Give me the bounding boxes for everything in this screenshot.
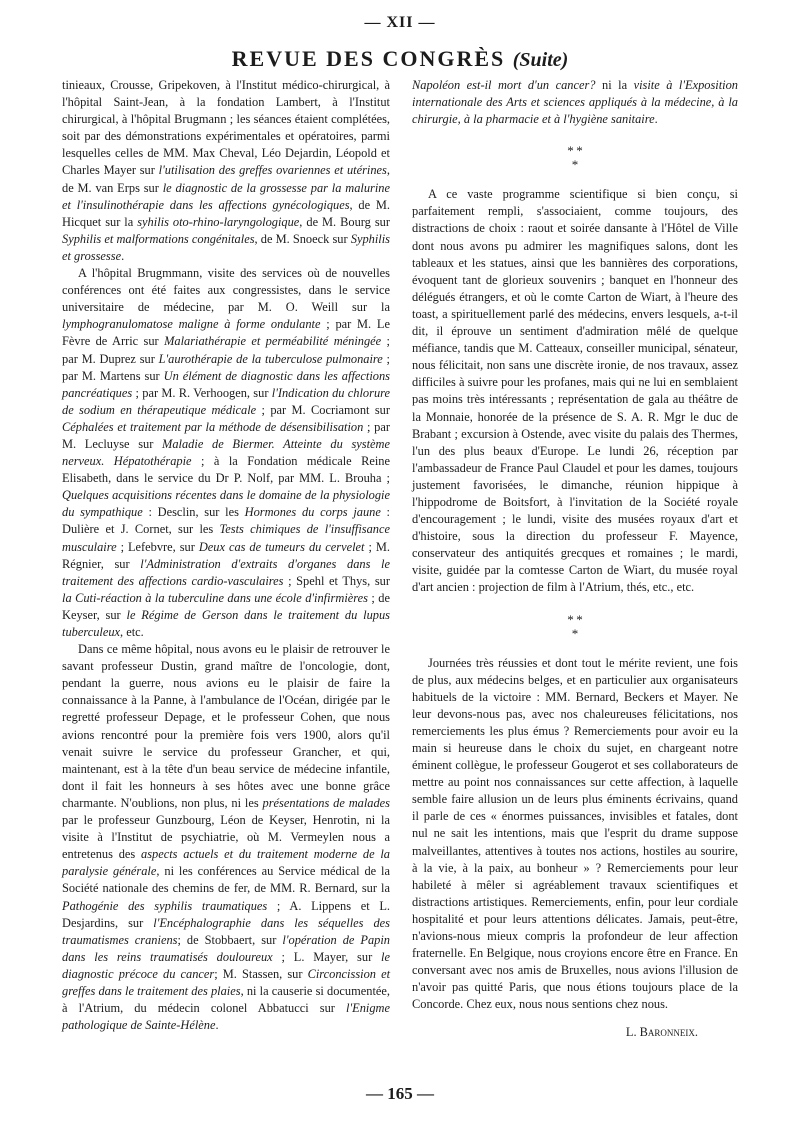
italic-title: l'Indication du chlorure de sodium en thérapeutique médicale [62, 385, 390, 417]
text-run: ; M. Stassen, sur [214, 966, 308, 981]
text-run: , etc. [120, 625, 144, 639]
italic-title: la Cuti-réaction à la tuberculine dans une école d'infirmières [62, 590, 368, 605]
text-run: ; à la Fondation médicale Reine Elisabeth, dans le service du Dr P. Nolf, par MM. L. Brouha ; [62, 454, 390, 486]
text-run: . [215, 1018, 219, 1033]
italic-title: le diagnostic précoce du cancer [62, 949, 390, 981]
italic-title: lymphogranulomatose maligne à forme ondulante [62, 317, 321, 332]
italic-title: aspects actuels et du traitement moderne de la paralysie générale [62, 847, 390, 879]
paragraph-distractions: A ce vaste programme scientifique si bien conçu, si parfaitement rempli, s'associaient, comme toujours, des distractions de choix : raout et soirée dansante à l'Hôtel de Ville dont nous avons pu admirer les magnifiques salons, dont les tableaux et les statues, ainsi que les bannières des corporations, évoquent tant de glorieux souvenirs ; banquet en l'honneur des délégués étrangers, et où le comte Carton de Wiart, à l'heure des toast, a spirituellement parlé des médecins, envers lesquels, a-t-il dit, il éprouve un sentiment d'admiration mêlé de quelque méfiance, tandis que M. Catteaux, conseiller municipal, sénateur, nous félicitait, non sans une discrète ironie, de nos travaux, assez difficiles à suivre pour les profanes, mais qui ne lui en semblaient pas moins très intéressants ; représentation de gala au théâtre de la Monnaie, honorée de la présence de S. A. R. Mgr le duc de Brabant ; excursion à Ostende, avec visite du palais des Thermes, l'un des plus beaux d'Europe. Le lundi 26, réception par l'ambassadeur de France Paul Claudel et pour les dames, toujours justement favorisées, le dimanche, réunion hippique à l'hippodrome de Boitsfort, à l'invitation de la Société royale d'encouragement ; le lundi, visite des musées royaux d'art et d'histoire, sous la direction du professeur F. Mayence, conservateur des antiquités grecques et romaines ; le mardi, visite, guidée par la comtesse Carton de Wiart, du musée royal d'art ancien : projection de film à l'Atrium, thés, etc., etc. [412, 187, 738, 595]
italic-title: Syphilis et grossesse [62, 231, 390, 263]
text-run: , ni les conférences au Service médical de la Société nationale des chemins de fer, de MM. R. Bernard, sur la [62, 864, 390, 896]
text-run: ; par M. R. Verhoogen, sur [132, 385, 272, 400]
text-run: . [121, 248, 125, 263]
title-suite: (Suite) [512, 49, 569, 71]
paragraph-thanks: Journées très réussies et dont tout le mérite revient, une fois de plus, aux médecins belges, et en particulier aux organisateurs habituels de la victoire : MM. Bernard, Beckers et Mayer. Ne leur devons-nous pas, avec nos chaleureuses félicitations, nos remerciements les plus émus ? Remerciements pour avoir eu la main si heureuse dans le choix du sujet, en chargeant notre éminent collègue, le professeur Gougerot et ses collaborateurs de mettre au point nos connaissances sur cette affection, à laquelle semble faire allusion un de leurs plus éminents écrivains, quand il parle de ces « énormes puissances, invisibles et fatales, dont nul ne sait les intentions, mais que l'esprit du drame suppose malveillantes, attentives à toutes nos actions, hostiles au sourire, à la vie, à la paix, au bonheur » ? Remerciements pour leur habileté à mêler si agréablement travaux scientifiques et distractions artistiques. Remerciements, enfin, pour leur cordiale hospitalité et pour leurs attentions délicates. Jamais, peut-être, n'avions-nous mieux compris la profondeur de leur affection fraternelle. En Belgique, nous croyions encore être en France. En conversant avec nos amis de Bruxelles, nous avions l'illusion de n'avoir pas quitté Paris, que nous étions toujours place de la Concorde. Chez eux, nous nous sentions chez nous. [412, 655, 738, 1012]
italic-title: Circoncission et greffes dans le traitement des plaies [62, 966, 391, 998]
paragraph-dustin [62, 641, 390, 1034]
text-run: ; par M. Le Fèvre de Arric sur [62, 317, 390, 349]
text-run: ; M. Régnier, sur [62, 539, 390, 571]
text-run: : Dulière et J. Cornet, sur les [62, 505, 390, 537]
text-run: . [654, 112, 658, 127]
roman-page-number: — XII — [364, 14, 436, 31]
page-title [0, 46, 800, 72]
italic-title: syhilis oto-rhino-laryngologique [137, 214, 300, 229]
text-run: : Desclin, sur les [142, 505, 245, 520]
italic-title: Deux cas de tumeurs du cervelet [198, 539, 365, 554]
italic-title: Pathogénie des syphilis traumatiques [62, 898, 268, 913]
text-run: ; par M. Lecluyse sur [62, 419, 390, 451]
text-run: ; de Keyser, sur [62, 590, 390, 622]
text-run: , ni la causerie si documentée, à l'Atrium, du médecin colonel Abbatucci sur [62, 983, 390, 1016]
italic-title: Napoléon est-il mort d'un cancer? [412, 78, 596, 92]
asterism-divider: * * * [567, 143, 583, 173]
italic-title: Un élément de diagnostic dans les affections pancréatiques [62, 368, 390, 400]
italic-title: présentations de malades [262, 795, 391, 810]
text-run: , de M. Snoeck sur [254, 231, 351, 246]
text-run: , de M. Bourg sur [299, 214, 390, 229]
paragraph-demonstrations [62, 77, 390, 265]
italic-title: l'Enigme pathologique de Sainte-Hélène [62, 1001, 390, 1033]
page-number: — 165 — [366, 1084, 434, 1103]
text-run: , de M. Hicquet sur la [62, 197, 390, 229]
text-run: ; L. Mayer, sur [272, 949, 382, 964]
text-run: ; par M. Martens sur [62, 351, 390, 383]
author-signature: L. Baronneix. [625, 1024, 698, 1039]
text-run: ni la [595, 78, 634, 92]
text-run: ; par M. Duprez sur [62, 334, 390, 366]
italic-title: le diagnostic de la grossesse par la malurine et l'insulinothérapie dans les affections gynécologiques [62, 180, 390, 212]
text-run: par le professeur Gunzbourg, Léon de Keyser, Henrotin, ni la visite à l'Institut de psychiatrie, où M. Vermeylen nous a entretenus des [62, 813, 390, 862]
italic-title: Quelques acquisitions récentes dans le domaine de la physiologie du sympathique [62, 488, 390, 520]
text-run: ; Lefebvre, sur [116, 539, 199, 554]
italic-title: l'Administration d'extraits d'organes dans le traitement des affections cardio-vasculaires [62, 556, 390, 588]
text-run: Dans ce même hôpital, nous avons eu le plaisir de retrouver le savant professeur Dustin, grand maître de l'oncologie, dont, pendant la guerre, nous avions eu le plaisir de faire la connaissance à la Panne, à l'ambulance de l'Océan, dirigée par le regretté professeur Depage, et le professeur Cohen, que nous avions rencontré pour la première fois vers 1900, alors qu'il venait suivre le service du professeur Grancher, et qui, maintenant, est à la tête d'un beau service de médecine infantile, dont il fait les honneurs à ses hôtes avec une bonne grâce charmante. N'oublions, non plus, ni les [62, 642, 390, 810]
italic-title: l'opération de Papin dans les reins traumatisés douloureux [62, 932, 391, 964]
italic-title: Malariathérapie et perméabilité méningée [164, 334, 382, 349]
left-column [62, 77, 390, 1034]
italic-title: Tests chimiques de l'insuffisance musculaire [62, 522, 390, 554]
text-run: tinieaux, Crousse, Gripekoven, à l'Institut médico-chirurgical, à l'hôpital Saint-Jean, à la fondation Lambert, à l'Institut chirurgical, à l'hôpital Brugmann ; les séances étaient complétées, soit par des démonstrations expérimentales et opératoires, parmi lesquelles celles de MM. Max Cheval, Léo Dejardin, Léopold et Charles Mayer sur [62, 78, 390, 178]
italic-title: le Régime de Gerson dans le traitement du lupus tuberculeux [62, 607, 391, 639]
italic-title: visite à l'Exposition internationale des Arts et sciences appliqués à la médecine, à la chirurgie, à la pharmacie et à l'hygiène sanitaire [412, 78, 739, 127]
paragraph-brugmann [62, 265, 390, 641]
paragraph-napoleon [412, 77, 738, 128]
text-run: ; A. Lippens et L. Desjardins, sur [62, 898, 390, 930]
text-run: , de M. van Erps sur [62, 163, 390, 195]
title-text: REVUE DES CONGRÈS [231, 46, 506, 71]
text-run: ; Spehl et Thys, sur [283, 573, 390, 588]
asterism-divider: * * * [567, 611, 583, 641]
italic-title: l'Encéphalographie dans les séquelles des traumatismes craniens [62, 915, 390, 947]
right-column [412, 77, 738, 1041]
italic-title: Hormones du corps jaune [244, 505, 381, 520]
italic-title: Syphilis et malformations congénitales [62, 231, 255, 246]
text-run: ; de Stobbaert, sur [177, 932, 283, 947]
italic-title: Céphalées et traitement par la méthode de désensibilisation [62, 419, 364, 434]
italic-title: l'utilisation des greffes ovariennes et utérines [158, 163, 387, 178]
text-run: A l'hôpital Brugmmann, visite des services où de nouvelles conférences ont été faites aux congressistes, dans le service universitaire de médecine, par M. O. Weill sur la [62, 266, 390, 315]
text-run: ; par M. Cocriamont sur [256, 402, 390, 417]
italic-title: L'aurothérapie de la tuberculose pulmonaire [158, 351, 383, 366]
italic-title: Maladie de Biermer. Atteinte du système nerveux. Hépatothérapie [62, 436, 390, 469]
